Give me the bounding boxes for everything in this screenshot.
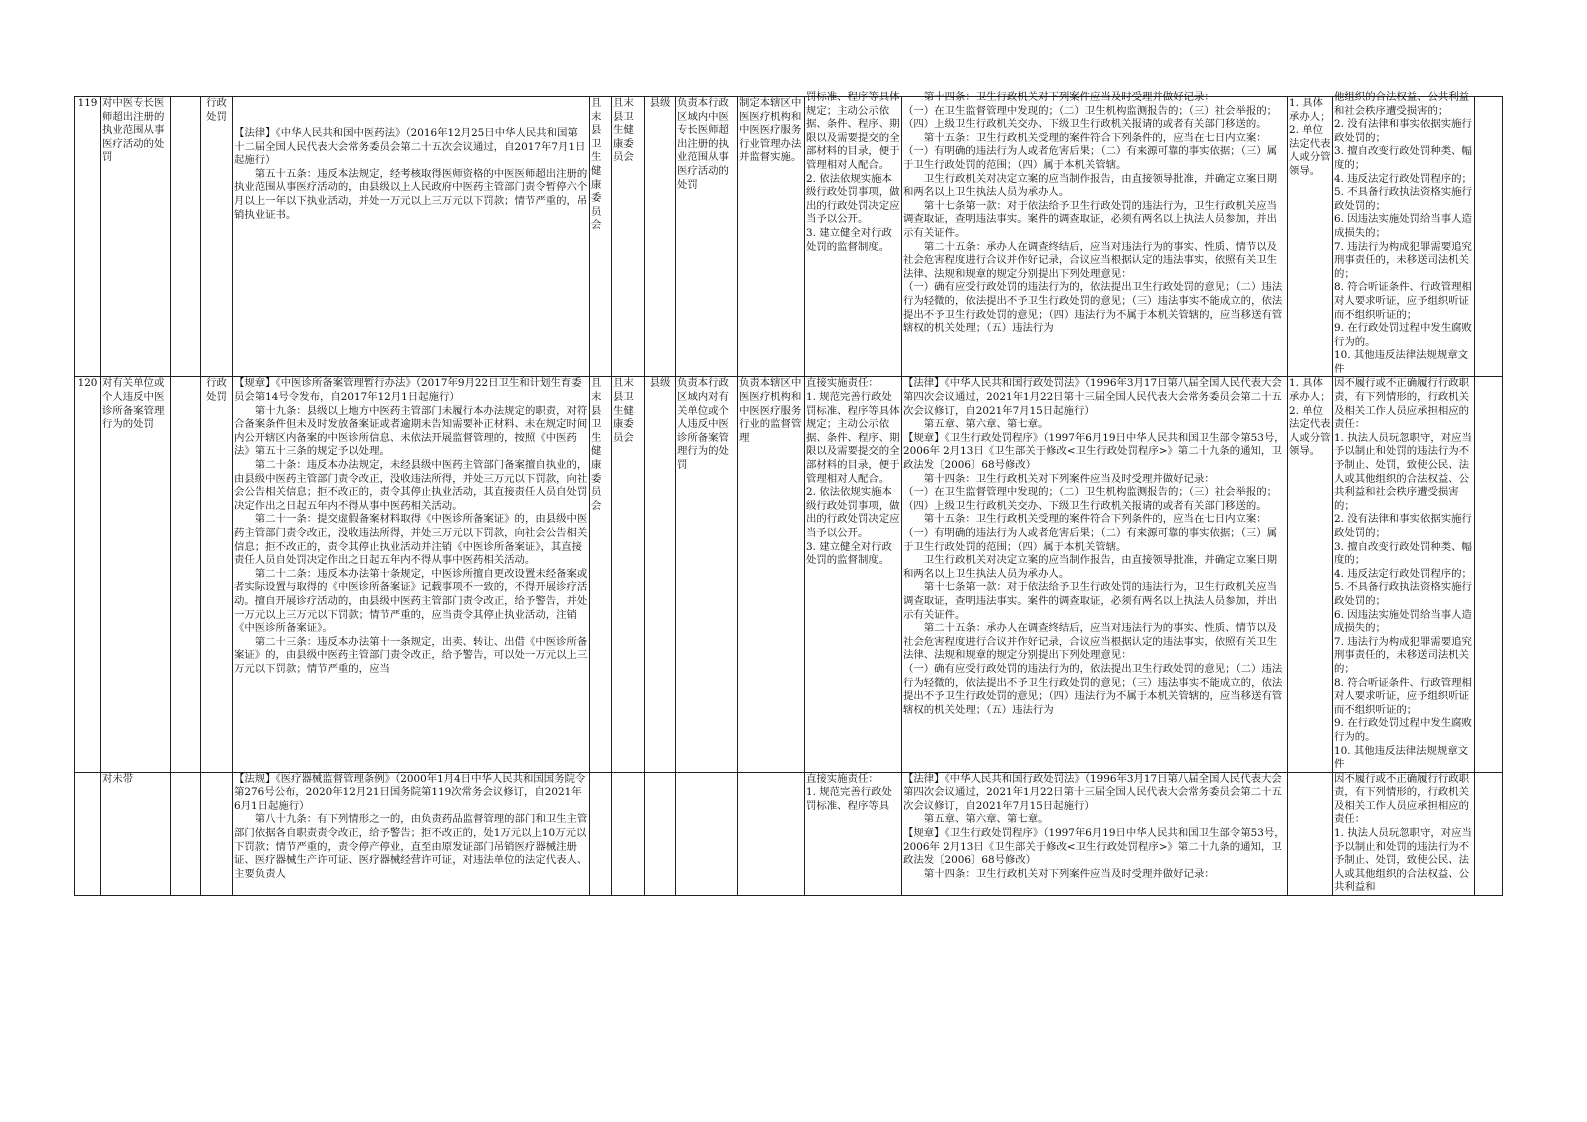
accountability-paragraph: 6. 因违法实施处罚给当事人造成损失的；	[1334, 213, 1472, 239]
blank-cell	[171, 377, 201, 772]
implementation-duty-paragraph: 罚标准、程序等具体规定；主动公示依据、条件、程序、期限以及需要提交的全部材料的目录，便于管理相对人配合。	[806, 91, 900, 171]
procedure-basis-paragraph: 第五章、第六章、第七章。	[923, 418, 1049, 431]
accountability-paragraph: 6. 因违法实施处罚给当事人造成损失的；	[1334, 608, 1472, 635]
responsible-org-cell: 且末县卫生健康委员会	[612, 377, 645, 772]
legal-basis-paragraph: 【法规】《医疗器械监督管理条例》（2000年1月4日中华人民共和国国务院令第276号公布，2020年12月21日国务院第119次常务会议修订，自2021年6月1日起施行）	[234, 772, 586, 812]
accountability-paragraph: 4. 违反法定行政处罚程序的；	[1334, 567, 1472, 580]
procedure-basis-paragraph: 第二十五条：承办人在调查终结后，应当对违法行为的事实、性质、情节以及社会危害程度进行合议并作好记录，合议应当根据认定的违法事实，依照有关卫生法律、法规和规章的规定分别提出下列处理意见：	[903, 622, 1278, 662]
supervision-duty-cell: 负责本辖区中医医疗机构和中医医疗服务行业的监督管理	[738, 377, 805, 772]
procedure-basis-paragraph: 第十四条：卫生行政机关对下列案件应当及时受理并做好记录：	[923, 472, 1215, 485]
duty-scope-cell: 负责本行政区域内对有关单位或个人违反中医诊所备案管理行为的处罚	[676, 377, 738, 772]
item-category-cell: 行政处罚	[201, 377, 233, 772]
accountability-paragraph: 10. 其他违反法律法规规章文件	[1334, 349, 1469, 375]
legal-basis-cell	[233, 97, 590, 377]
item-category-cell	[201, 772, 233, 895]
row-number-cell: 119	[75, 97, 101, 377]
accountability-paragraph: 1. 执法人员玩忽职守，对应当予以制止和处罚的违法行为不予制止、处罚，致使公民、法人或其他组织的合法权益、公共利益和	[1334, 827, 1472, 894]
supervision-duty-cell	[738, 772, 805, 895]
implementing-org-cell: 且末县卫生健康委员会	[590, 97, 612, 377]
procedure-basis-cell	[902, 772, 1288, 895]
accountability-cell	[1333, 377, 1475, 772]
legal-basis-paragraph: 第二十二条：违反本办法第十条规定，中医诊所擅自更改设置未经备案或者实际设置与取得的《中医诊所备案证》记载事项不一致的，不得开展诊疗活动。擅自开展诊疗活动的，由县级中医药主管部门责令改正，给予警告，并处一万元以上三万元以下罚款；情节严重的，应当责令其停止执业活动，注销《中医诊所备案证》。	[234, 567, 588, 635]
accountability-paragraph: 4. 违反法定行政处罚程序的；	[1334, 172, 1472, 185]
procedure-basis-paragraph: （一）在卫生监督管理中发现的；（二）卫生机构监测报告的；（三）社会举报的；（四）上级卫生行政机关交办、下级卫生行政机关报请的或者有关部门移送的。	[903, 104, 1278, 131]
implementing-org-cell	[590, 772, 612, 895]
blank-cell	[1475, 377, 1503, 772]
procedure-basis-paragraph: （一）在卫生监督管理中发现的；（二）卫生机构监测报告的；（三）社会举报的；（四）上级卫生行政机关交办、下级卫生行政机关报请的或者有关部门移送的。	[903, 486, 1278, 512]
procedure-basis-paragraph: 第十五条：卫生行政机关受理的案件符合下列条件的，应当在七日内立案：（一）有明确的违法行为人或者危害后果；（二）有来源可靠的事实依据；（三）属于卫生行政处罚的范围；（四）属于本机关管辖。	[903, 131, 1278, 171]
implementing-org-cell: 且末县卫生健康委员会	[590, 377, 612, 772]
implementation-duty-paragraph: 直接实施责任：	[806, 377, 879, 390]
document-sheet	[74, 91, 1496, 894]
legal-basis-cell	[233, 377, 590, 772]
blank-cell	[171, 97, 201, 377]
implementation-duty-paragraph: 2. 依法依规实施本级行政处罚事项，做出的行政处罚决定应当予以公开。	[806, 172, 900, 226]
procedure-basis-paragraph: 第二十五条：承办人在调查终结后，应当对违法行为的事实、性质、情节以及社会危害程度进行合议并作好记录，合议应当根据认定的违法事实，依照有关卫生法律、法规和规章的规定分别提出下列处理意见：	[903, 240, 1278, 280]
procedure-basis-paragraph: 【规章】《卫生行政处罚程序》（1997年6月19日中华人民共和国卫生部令第53号，2006年 2月13日《卫生部关于修改<卫生行政处罚程序>》第二十九条的通知，卫政法发〔2006〕68号修改）	[903, 827, 1285, 867]
implementation-duty-paragraph: 2. 依法依规实施本级行政处罚事项，做出的行政处罚决定应当予以公开。	[806, 486, 900, 539]
row-number-cell: 120	[75, 377, 101, 772]
implementation-duty-paragraph: 3. 建立健全对行政处罚的监督制度。	[806, 540, 892, 567]
supervision-duty-cell: 制定本辖区中医医疗机构和中医医疗服务行业管理办法并监督实施。	[738, 97, 805, 377]
blank-cell	[1475, 97, 1503, 377]
implementation-duty-cell	[805, 377, 902, 772]
legal-basis-paragraph: 第二十一条：提交虚假备案材料取得《中医诊所备案证》的，由县级中医药主管部门责令改正，没收违法所得，并处三万元以下罚款，向社会公告相关信息；拒不改正的，责令其停止执业活动并注销《中医诊所备案证》，其直接责任人员自处罚决定作出之日起五年内不得从事中医药相关活动。	[234, 513, 588, 567]
accountability-paragraph: 因不履行或不正确履行行政职责，有下列情形的，行政机关及相关工作人员应承担相应的责任：	[1334, 772, 1470, 826]
accountability-paragraph: 8. 符合听证条件、行政管理相对人要求听证，应予组织听证而不组织听证的；	[1334, 676, 1472, 716]
accountability-paragraph: 他组织的合法权益、公共利益和社会秩序遭受损害的；	[1334, 91, 1470, 117]
table-row	[75, 377, 1503, 772]
procedure-basis-paragraph: 【规章】《卫生行政处罚程序》（1997年6月19日中华人民共和国卫生部令第53号，2006年 2月13日《卫生部关于修改<卫生行政处罚程序>》第二十九条的通知，卫政法发〔2006〕68号修改）	[903, 431, 1285, 472]
admin-level-cell: 县级	[645, 97, 676, 377]
implementation-duty-cell	[805, 91, 902, 377]
accountability-paragraph: 9. 在行政处罚过程中发生腐败行为的。	[1334, 717, 1472, 743]
admin-level-cell	[645, 772, 676, 895]
implementation-duty-paragraph: 3. 建立健全对行政处罚的监督制度。	[806, 226, 892, 253]
accountability-paragraph: 2. 没有法律和事实依据实施行政处罚的；	[1334, 513, 1472, 539]
legal-basis-paragraph: 第十九条：县级以上地方中医药主管部门未履行本办法规定的职责，对符合备案条件但未及时发放备案证或者逾期未告知需要补正材料、未在规定时间内公开辖区内备案的中医诊所信息、未依法开展监督管理的，按照《中医药法》第五十三条的规定予以处理。	[234, 404, 588, 458]
procedure-basis-paragraph: 【法律】《中华人民共和国行政处罚法》（1996年3月17日第八届全国人民代表大会第四次会议通过，2021年1月22日第十三届全国人民代表大会常务委员会第二十五次会议修订，自2021年7月15日起施行）	[903, 772, 1282, 812]
accountability-paragraph: 7. 违法行为构成犯罪需要追究刑事责任的，未移送司法机关的；	[1334, 240, 1472, 280]
duty-scope-cell: 负责本行政区域内中医专长医师超出注册的执业范围从事医疗活动的处罚	[676, 97, 738, 377]
legal-basis-paragraph: 第五十五条：违反本法规定，经考核取得医师资格的中医医师超出注册的执业范围从事医疗活动的，由县级以上人民政府中医药主管部门责令暂停六个月以上一年以下执业活动，并处一万元以上三万元以下罚款；情节严重的，吊销执业证书。	[234, 167, 588, 221]
procedure-basis-paragraph: 第十五条：卫生行政机关受理的案件符合下列条件的，应当在七日内立案：（一）有明确的违法行为人或者危害后果；（二）有来源可靠的事实依据；（三）属于卫生行政处罚的范围；（四）属于本机关管辖。	[903, 513, 1278, 553]
accountability-paragraph: 3. 擅自改变行政处罚种类、幅度的；	[1334, 540, 1472, 567]
responsible-org-cell	[612, 772, 645, 895]
item-name-cell: 对未带	[101, 772, 171, 895]
accountability-paragraph: 2. 没有法律和事实依据实施行政处罚的；	[1334, 118, 1472, 144]
legal-basis-paragraph: 【规章】《中医诊所备案管理暂行办法》（2017年9月22日卫生和计划生育委员会第14号令发布，自2017年12月1日起施行）	[234, 377, 582, 404]
accountability-paragraph: 9. 在行政处罚过程中发生腐败行为的。	[1334, 322, 1472, 348]
accountability-paragraph: 1. 执法人员玩忽职守，对应当予以制止和处罚的违法行为不予制止、处罚，致使公民、法人或其他组织的合法权益、公共利益和社会秩序遭受损害的；	[1334, 431, 1472, 512]
blank-cell	[171, 772, 201, 895]
admin-level-cell: 县级	[645, 377, 676, 772]
procedure-basis-cell	[902, 377, 1288, 772]
accountability-paragraph: 7. 违法行为构成犯罪需要追究刑事责任的，未移送司法机关的；	[1334, 635, 1472, 675]
responsible-org-cell: 且末县卫生健康委员会	[612, 97, 645, 377]
responsible-person-cell	[1288, 772, 1333, 895]
table-row	[75, 97, 1503, 377]
accountability-paragraph: 3. 擅自改变行政处罚种类、幅度的；	[1334, 145, 1472, 171]
item-category-cell: 行政处罚	[201, 97, 233, 377]
blank-cell	[1475, 772, 1503, 895]
procedure-basis-paragraph: 第十七条第一款：对于依法给予卫生行政处罚的违法行为，卫生行政机关应当调查取证，查明违法事实。案件的调查取证，必须有两名以上执法人员参加，并出示有关证件。	[903, 581, 1278, 621]
accountability-paragraph: 8. 符合听证条件、行政管理相对人要求听证，应予组织听证而不组织听证的；	[1334, 281, 1472, 321]
legal-basis-paragraph: 第二十三条：违反本办法第十一条规定，出卖、转让、出借《中医诊所备案证》的，由县级中医药主管部门责令改正，给予警告，可以处一万元以上三万元以下罚款；情节严重的，应当	[234, 635, 588, 675]
responsible-person-cell: 1. 具体承办人；2. 单位法定代表人或分管领导。	[1288, 377, 1333, 772]
responsible-person-cell: 1. 具体承办人；2. 单位法定代表人或分管领导。	[1288, 97, 1333, 377]
row-number-cell	[75, 772, 101, 895]
implementation-duty-paragraph: 1. 规范完善行政处罚标准、程序等具	[806, 786, 892, 812]
legal-basis-paragraph: 第二十条：违反本办法规定，未经县级中医药主管部门备案擅自执业的，由县级中医药主管部门责令改正，没收违法所得，并处三万元以下罚款，向社会公告相关信息；拒不改正的，责令其停止执业活动，其直接责任人员自处罚决定作出之日起五年内不得从事中医药相关活动。	[234, 459, 588, 512]
implementation-duty-cell	[805, 772, 902, 895]
duty-scope-cell	[676, 772, 738, 895]
accountability-paragraph: 因不履行或不正确履行行政职责，有下列情形的，行政机关及相关工作人员应承担相应的责任：	[1334, 377, 1470, 431]
procedure-basis-paragraph: （一）确有应受行政处罚的违法行为的，依法提出卫生行政处罚的意见；（二）违法行为轻微的，依法提出不予卫生行政处罚的意见；（三）违法事实不能成立的，依法提出不予卫生行政处罚的意见；（四）违法行为不属于本机关管辖的，应当移送有管辖权的机关处理；（五）违法行为	[903, 281, 1283, 335]
procedure-basis-paragraph: （一）确有应受行政处罚的违法行为的，依法提出卫生行政处罚的意见；（二）违法行为轻微的，依法提出不予卫生行政处罚的意见；（三）违法事实不能成立的，依法提出不予卫生行政处罚的意见；（四）违法行为不属于本机关管辖的，应当移送有管辖权的机关处理；（五）违法行为	[903, 662, 1283, 716]
accountability-cell	[1333, 772, 1475, 895]
legal-basis-paragraph: 第八十九条：有下列情形之一的，由负责药品监督管理的部门和卫生主管部门依据各自职责责令改正，给予警告；拒不改正的，处1万元以上10万元以下罚款；情节严重的，责令停产停业，直至由原发证部门吊销医疗器械注册证、医疗器械生产许可证、医疗器械经营许可证，对违法单位的法定代表人、主要负责人	[234, 813, 588, 880]
procedure-basis-paragraph: 第十七条第一款：对于依法给予卫生行政处罚的违法行为，卫生行政机关应当调查取证，查明违法事实。案件的调查取证，必须有两名以上执法人员参加，并出示有关证件。	[903, 199, 1278, 239]
procedure-basis-paragraph: 卫生行政机关对决定立案的应当制作报告，由直接领导批准，并确定立案日期和两名以上卫生执法人员为承办人。	[903, 172, 1278, 199]
legal-basis-paragraph: 【法律】《中华人民共和国中医药法》（2016年12月25日中华人民共和国第十二届全国人民代表大会常务委员会第二十五次会议通过，自2017年7月1日起施行）	[234, 127, 586, 167]
procedure-basis-paragraph: 卫生行政机关对决定立案的应当制作报告，由直接领导批准，并确定立案日期和两名以上卫生执法人员为承办人。	[903, 554, 1278, 580]
accountability-paragraph: 5. 不具备行政执法资格实施行政处罚的；	[1334, 581, 1472, 607]
accountability-cell	[1333, 91, 1475, 377]
procedure-basis-paragraph: 第五章、第六章、第七章。	[923, 813, 1049, 826]
accountability-paragraph: 10. 其他违反法律法规规章文件	[1334, 744, 1469, 771]
item-name-cell: 对有关单位或个人违反中医诊所备案管理行为的处罚	[101, 377, 171, 772]
accountability-paragraph: 5. 不具备行政执法资格实施行政处罚的；	[1334, 186, 1472, 212]
implementation-duty-paragraph: 直接实施责任：	[806, 772, 879, 785]
procedure-basis-paragraph: 【法律】《中华人民共和国行政处罚法》（1996年3月17日第八届全国人民代表大会第四次会议通过，2021年1月22日第十三届全国人民代表大会常务委员会第二十五次会议修订，自2021年7月15日起施行）	[903, 377, 1282, 417]
responsibility-table	[74, 91, 1503, 896]
legal-basis-cell	[233, 772, 590, 895]
procedure-basis-paragraph: 第十四条：卫生行政机关对下列案件应当及时受理并做好记录：	[923, 91, 1215, 103]
item-name-cell: 对中医专长医师超出注册的执业范围从事医疗活动的处罚	[101, 97, 171, 377]
table-row	[75, 772, 1503, 895]
procedure-basis-cell	[902, 91, 1288, 377]
implementation-duty-paragraph: 1. 规范完善行政处罚标准、程序等具体规定；主动公示依据、条件、程序、期限以及需要提交的全部材料的目录，便于管理相对人配合。	[806, 391, 900, 485]
procedure-basis-paragraph: 第十四条：卫生行政机关对下列案件应当及时受理并做好记录：	[923, 867, 1215, 880]
